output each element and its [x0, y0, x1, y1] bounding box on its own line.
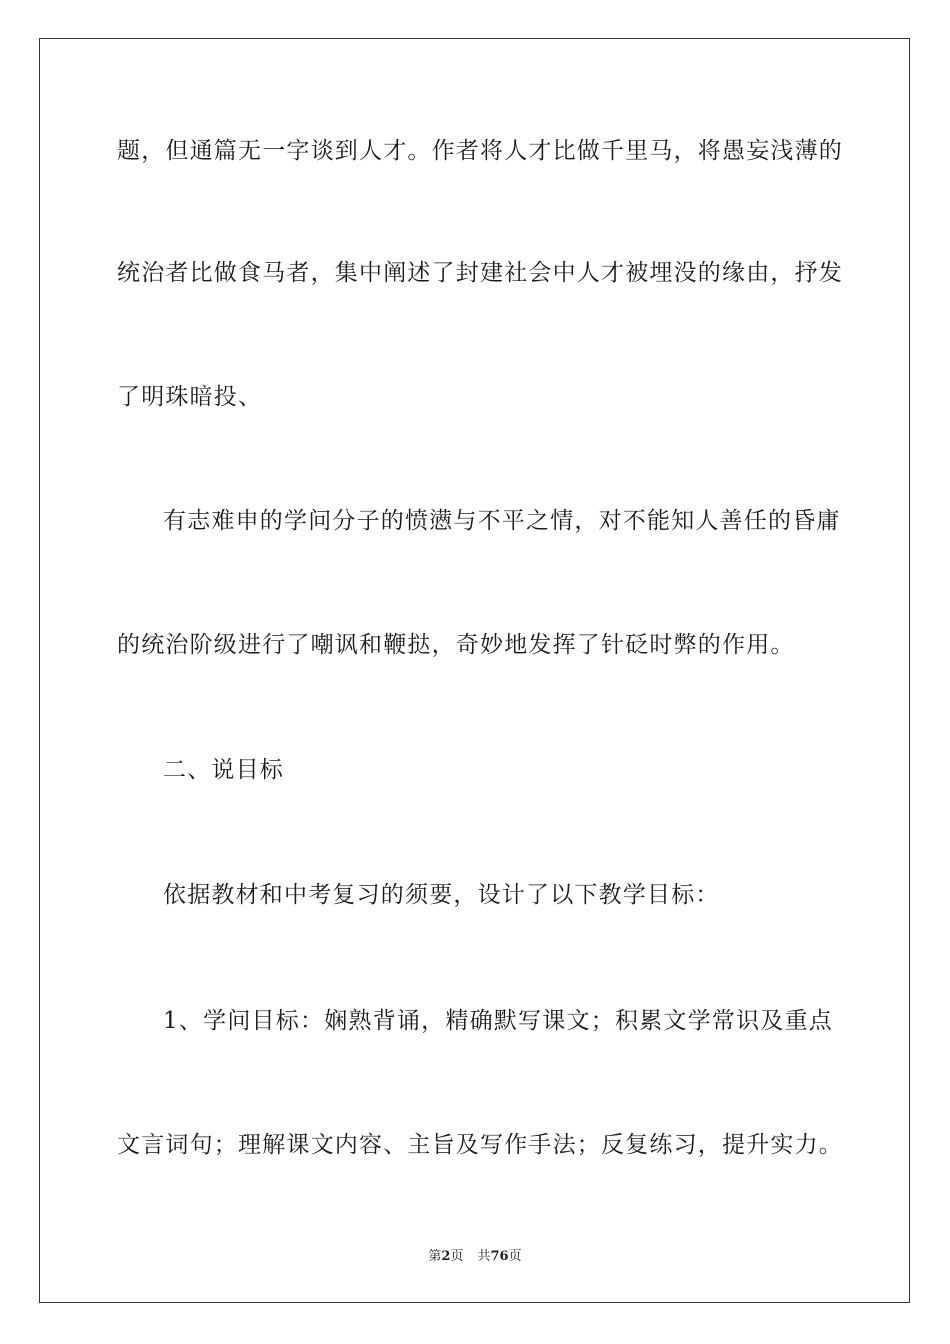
body-text-line-2: 统治者比做食马者，集中阐述了封建社会中人才被埋没的缘由，抒发 [117, 260, 843, 286]
intro-sentence: 依据教材和中考复习的须要，设计了以下教学目标： [163, 882, 720, 908]
goal-1-line-2: 文言词句；理解课文内容、主旨及写作手法；反复练习，提升实力。 [117, 1132, 843, 1158]
page-number: 2 [441, 1249, 451, 1264]
body-text-line-3: 了明珠暗投、 [117, 384, 263, 410]
section-heading: 二、说目标 [163, 757, 284, 783]
total-suffix: 页 [508, 1249, 522, 1264]
body-text-line-1: 题，但通篇无一字谈到人才。作者将人才比做千里马，将愚妄浅薄的 [117, 138, 843, 164]
page-border [39, 38, 910, 1303]
page-prefix: 第 [428, 1249, 442, 1264]
paragraph-line-2: 的统治阶级进行了嘲讽和鞭挞，奇妙地发挥了针砭时弊的作用。 [117, 632, 795, 658]
total-pages: 76 [490, 1249, 509, 1264]
page-footer [0, 1248, 950, 1266]
paragraph-line-1: 有志难申的学问分子的愤懑与不平之情，对不能知人善任的昏庸 [163, 508, 841, 534]
page-suffix: 页 [450, 1249, 464, 1264]
total-prefix: 共 [477, 1249, 491, 1264]
goal-1-line-1: 1、学问目标：娴熟背诵，精确默写课文；积累文学常识及重点 [163, 1008, 833, 1034]
